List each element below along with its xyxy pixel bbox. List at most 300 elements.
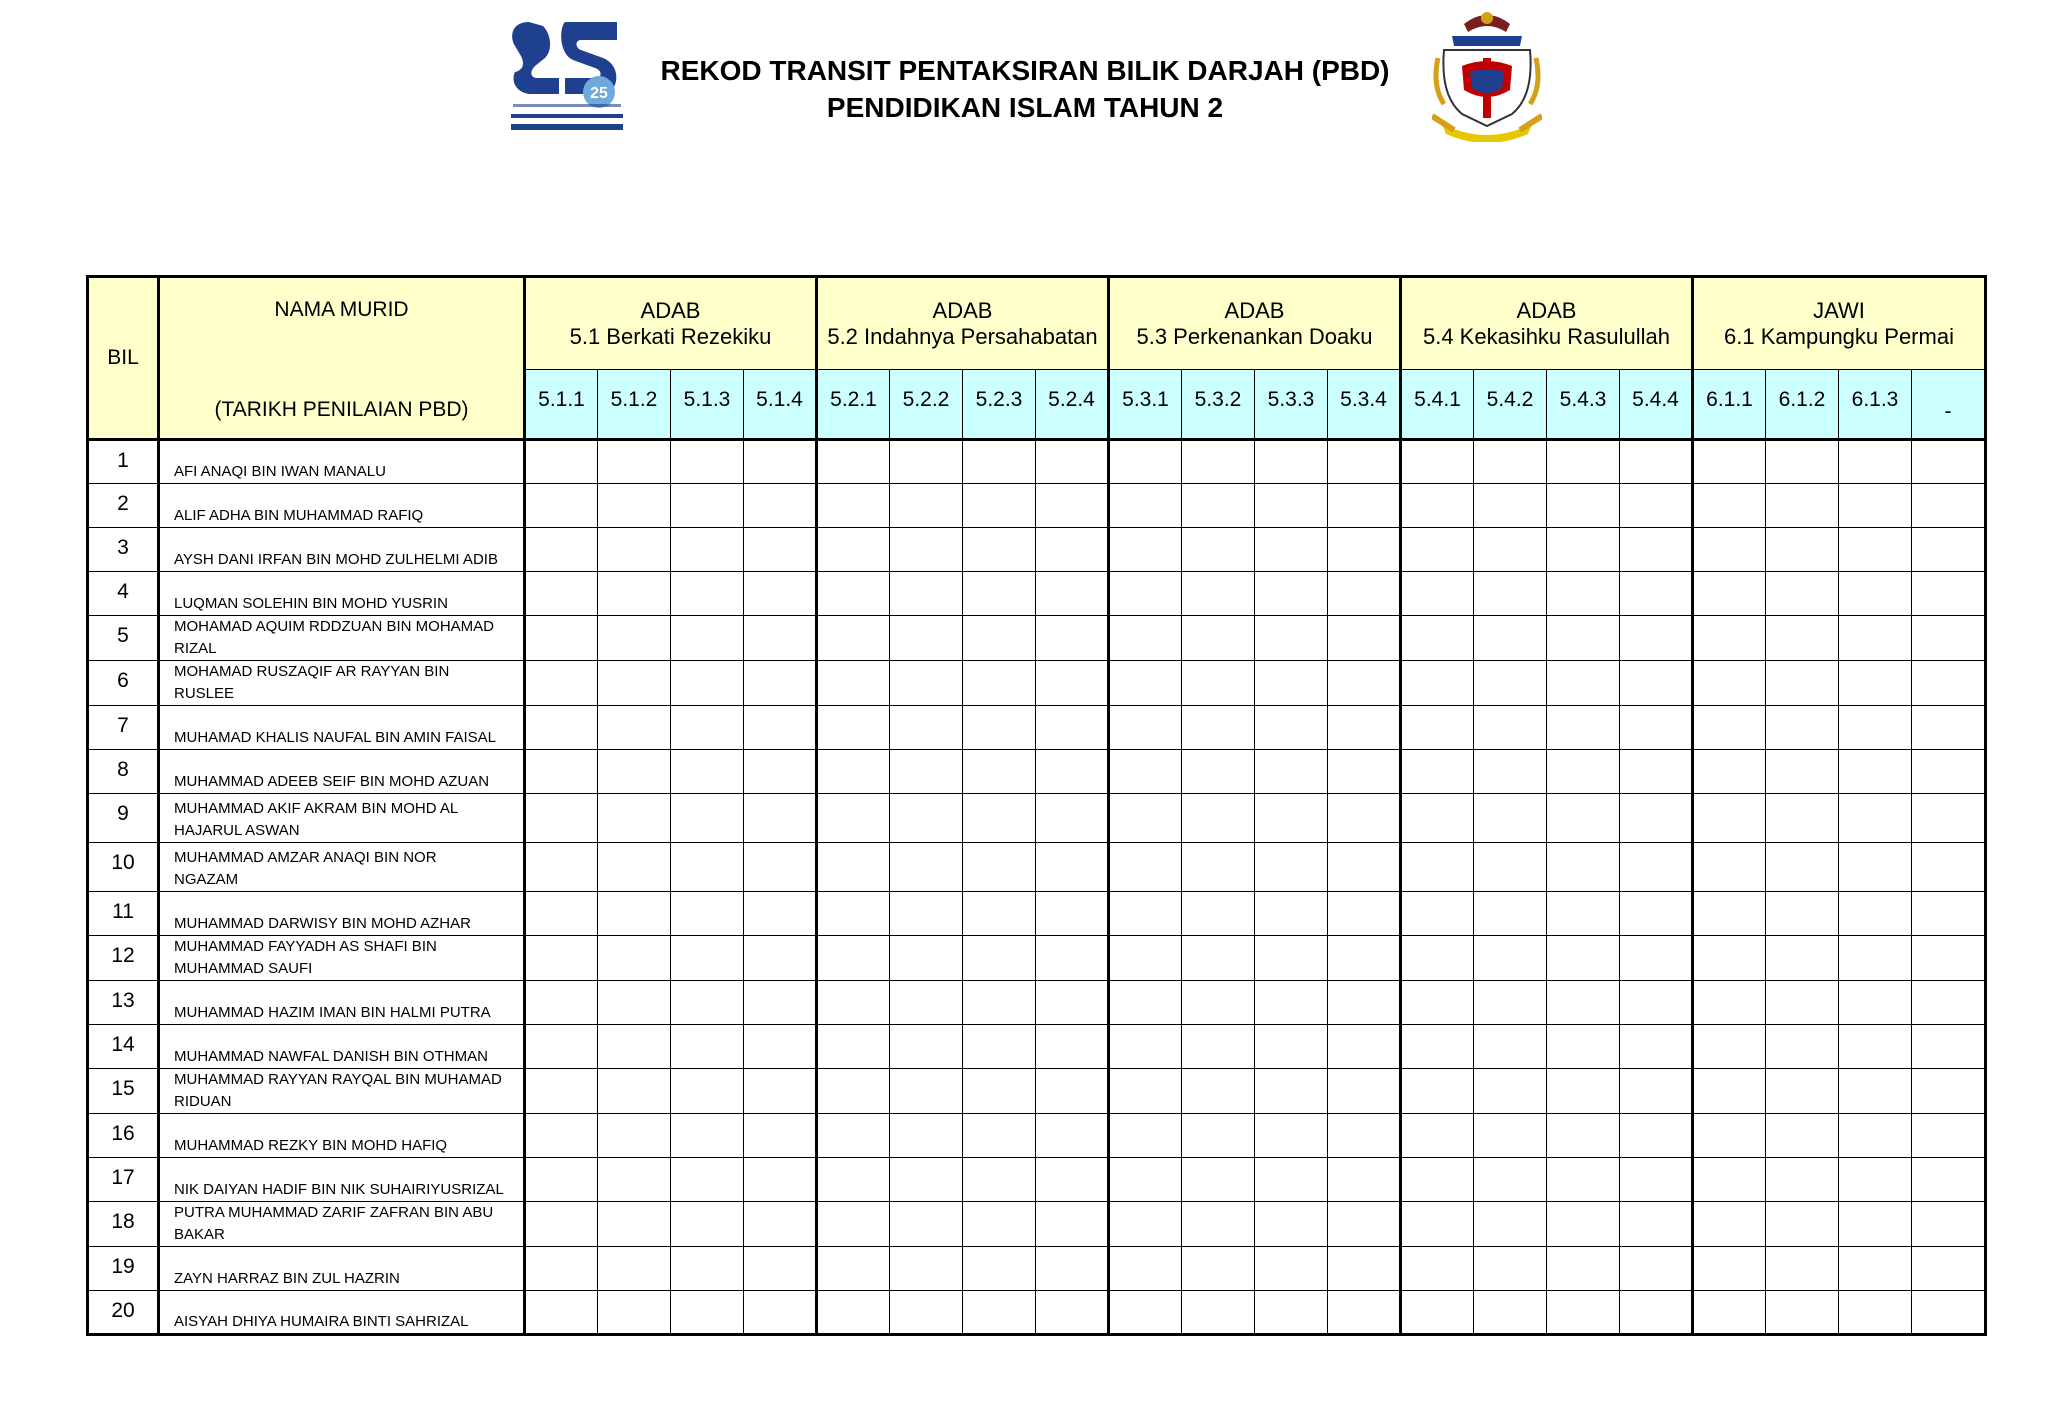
assessment-mark-cell[interactable] xyxy=(1547,981,1620,1025)
assessment-mark-cell[interactable] xyxy=(1328,892,1401,936)
assessment-mark-cell[interactable] xyxy=(1328,661,1401,706)
assessment-mark-cell[interactable] xyxy=(1620,616,1693,661)
assessment-mark-cell[interactable] xyxy=(1036,1158,1109,1202)
assessment-mark-cell[interactable] xyxy=(817,528,890,572)
assessment-mark-cell[interactable] xyxy=(1255,1247,1328,1291)
assessment-mark-cell[interactable] xyxy=(817,1025,890,1069)
assessment-mark-cell[interactable] xyxy=(525,843,598,892)
assessment-mark-cell[interactable] xyxy=(671,661,744,706)
assessment-mark-cell[interactable] xyxy=(671,440,744,484)
assessment-mark-cell[interactable] xyxy=(671,706,744,750)
assessment-mark-cell[interactable] xyxy=(1328,1247,1401,1291)
assessment-mark-cell[interactable] xyxy=(1036,440,1109,484)
assessment-mark-cell[interactable] xyxy=(963,528,1036,572)
assessment-mark-cell[interactable] xyxy=(1547,794,1620,843)
assessment-mark-cell[interactable] xyxy=(1401,1158,1474,1202)
assessment-mark-cell[interactable] xyxy=(1620,1069,1693,1114)
assessment-mark-cell[interactable] xyxy=(1912,794,1986,843)
assessment-mark-cell[interactable] xyxy=(890,936,963,981)
assessment-mark-cell[interactable] xyxy=(1182,794,1255,843)
assessment-mark-cell[interactable] xyxy=(817,440,890,484)
assessment-mark-cell[interactable] xyxy=(525,1025,598,1069)
assessment-mark-cell[interactable] xyxy=(1547,440,1620,484)
assessment-mark-cell[interactable] xyxy=(1474,1069,1547,1114)
assessment-mark-cell[interactable] xyxy=(963,1025,1036,1069)
assessment-mark-cell[interactable] xyxy=(1766,440,1839,484)
assessment-mark-cell[interactable] xyxy=(1255,750,1328,794)
assessment-mark-cell[interactable] xyxy=(817,706,890,750)
assessment-mark-cell[interactable] xyxy=(744,1069,817,1114)
assessment-mark-cell[interactable] xyxy=(817,1202,890,1247)
assessment-mark-cell[interactable] xyxy=(1766,892,1839,936)
assessment-mark-cell[interactable] xyxy=(525,661,598,706)
assessment-mark-cell[interactable] xyxy=(1620,1247,1693,1291)
assessment-mark-cell[interactable] xyxy=(1036,936,1109,981)
assessment-mark-cell[interactable] xyxy=(1474,750,1547,794)
assessment-mark-cell[interactable] xyxy=(1547,1291,1620,1335)
assessment-mark-cell[interactable] xyxy=(890,794,963,843)
assessment-mark-cell[interactable] xyxy=(1255,794,1328,843)
assessment-mark-cell[interactable] xyxy=(1839,794,1912,843)
assessment-mark-cell[interactable] xyxy=(1620,981,1693,1025)
assessment-mark-cell[interactable] xyxy=(525,1158,598,1202)
assessment-mark-cell[interactable] xyxy=(1401,1025,1474,1069)
assessment-mark-cell[interactable] xyxy=(598,981,671,1025)
assessment-mark-cell[interactable] xyxy=(817,794,890,843)
assessment-mark-cell[interactable] xyxy=(1547,572,1620,616)
assessment-mark-cell[interactable] xyxy=(890,1158,963,1202)
assessment-mark-cell[interactable] xyxy=(963,1291,1036,1335)
assessment-mark-cell[interactable] xyxy=(1547,616,1620,661)
assessment-mark-cell[interactable] xyxy=(890,892,963,936)
assessment-mark-cell[interactable] xyxy=(1328,1291,1401,1335)
assessment-mark-cell[interactable] xyxy=(1182,616,1255,661)
assessment-mark-cell[interactable] xyxy=(1474,661,1547,706)
assessment-mark-cell[interactable] xyxy=(817,616,890,661)
assessment-mark-cell[interactable] xyxy=(525,1069,598,1114)
assessment-mark-cell[interactable] xyxy=(1839,750,1912,794)
assessment-mark-cell[interactable] xyxy=(1839,1291,1912,1335)
assessment-mark-cell[interactable] xyxy=(963,706,1036,750)
assessment-mark-cell[interactable] xyxy=(963,616,1036,661)
assessment-mark-cell[interactable] xyxy=(1328,1069,1401,1114)
assessment-mark-cell[interactable] xyxy=(1255,1069,1328,1114)
assessment-mark-cell[interactable] xyxy=(963,1158,1036,1202)
assessment-mark-cell[interactable] xyxy=(1109,1025,1182,1069)
assessment-mark-cell[interactable] xyxy=(890,1114,963,1158)
assessment-mark-cell[interactable] xyxy=(1182,843,1255,892)
assessment-mark-cell[interactable] xyxy=(817,484,890,528)
assessment-mark-cell[interactable] xyxy=(817,572,890,616)
assessment-mark-cell[interactable] xyxy=(525,1114,598,1158)
assessment-mark-cell[interactable] xyxy=(963,1202,1036,1247)
assessment-mark-cell[interactable] xyxy=(598,1158,671,1202)
assessment-mark-cell[interactable] xyxy=(525,484,598,528)
assessment-mark-cell[interactable] xyxy=(1693,528,1766,572)
assessment-mark-cell[interactable] xyxy=(1036,794,1109,843)
assessment-mark-cell[interactable] xyxy=(1839,484,1912,528)
assessment-mark-cell[interactable] xyxy=(1036,1202,1109,1247)
assessment-mark-cell[interactable] xyxy=(1547,528,1620,572)
assessment-mark-cell[interactable] xyxy=(963,661,1036,706)
assessment-mark-cell[interactable] xyxy=(1328,1202,1401,1247)
assessment-mark-cell[interactable] xyxy=(1109,843,1182,892)
assessment-mark-cell[interactable] xyxy=(1766,1247,1839,1291)
assessment-mark-cell[interactable] xyxy=(525,706,598,750)
assessment-mark-cell[interactable] xyxy=(1109,661,1182,706)
assessment-mark-cell[interactable] xyxy=(890,706,963,750)
assessment-mark-cell[interactable] xyxy=(1182,661,1255,706)
assessment-mark-cell[interactable] xyxy=(1693,794,1766,843)
assessment-mark-cell[interactable] xyxy=(744,1114,817,1158)
assessment-mark-cell[interactable] xyxy=(1620,1114,1693,1158)
assessment-mark-cell[interactable] xyxy=(598,1247,671,1291)
assessment-mark-cell[interactable] xyxy=(1766,1069,1839,1114)
assessment-mark-cell[interactable] xyxy=(1912,1025,1986,1069)
assessment-mark-cell[interactable] xyxy=(1401,1291,1474,1335)
assessment-mark-cell[interactable] xyxy=(963,572,1036,616)
assessment-mark-cell[interactable] xyxy=(1766,1114,1839,1158)
assessment-mark-cell[interactable] xyxy=(817,1114,890,1158)
assessment-mark-cell[interactable] xyxy=(1620,706,1693,750)
assessment-mark-cell[interactable] xyxy=(525,750,598,794)
assessment-mark-cell[interactable] xyxy=(890,1202,963,1247)
assessment-mark-cell[interactable] xyxy=(817,1158,890,1202)
assessment-mark-cell[interactable] xyxy=(1255,484,1328,528)
assessment-mark-cell[interactable] xyxy=(1109,706,1182,750)
assessment-mark-cell[interactable] xyxy=(598,936,671,981)
assessment-mark-cell[interactable] xyxy=(1182,440,1255,484)
assessment-mark-cell[interactable] xyxy=(1839,1114,1912,1158)
assessment-mark-cell[interactable] xyxy=(1182,1069,1255,1114)
assessment-mark-cell[interactable] xyxy=(1839,1247,1912,1291)
assessment-mark-cell[interactable] xyxy=(525,981,598,1025)
assessment-mark-cell[interactable] xyxy=(1255,843,1328,892)
assessment-mark-cell[interactable] xyxy=(1255,1158,1328,1202)
assessment-mark-cell[interactable] xyxy=(1401,981,1474,1025)
assessment-mark-cell[interactable] xyxy=(963,440,1036,484)
assessment-mark-cell[interactable] xyxy=(744,794,817,843)
assessment-mark-cell[interactable] xyxy=(598,843,671,892)
assessment-mark-cell[interactable] xyxy=(1255,1025,1328,1069)
assessment-mark-cell[interactable] xyxy=(1766,528,1839,572)
assessment-mark-cell[interactable] xyxy=(1328,1025,1401,1069)
assessment-mark-cell[interactable] xyxy=(1401,572,1474,616)
assessment-mark-cell[interactable] xyxy=(1839,892,1912,936)
assessment-mark-cell[interactable] xyxy=(1547,1247,1620,1291)
assessment-mark-cell[interactable] xyxy=(890,843,963,892)
assessment-mark-cell[interactable] xyxy=(598,706,671,750)
assessment-mark-cell[interactable] xyxy=(1255,936,1328,981)
assessment-mark-cell[interactable] xyxy=(1474,1158,1547,1202)
assessment-mark-cell[interactable] xyxy=(671,892,744,936)
assessment-mark-cell[interactable] xyxy=(1620,1025,1693,1069)
assessment-mark-cell[interactable] xyxy=(963,750,1036,794)
assessment-mark-cell[interactable] xyxy=(1109,1291,1182,1335)
assessment-mark-cell[interactable] xyxy=(1036,1114,1109,1158)
assessment-mark-cell[interactable] xyxy=(1109,794,1182,843)
assessment-mark-cell[interactable] xyxy=(1693,1069,1766,1114)
assessment-mark-cell[interactable] xyxy=(1839,528,1912,572)
assessment-mark-cell[interactable] xyxy=(890,1069,963,1114)
assessment-mark-cell[interactable] xyxy=(1109,1202,1182,1247)
assessment-mark-cell[interactable] xyxy=(1109,750,1182,794)
assessment-mark-cell[interactable] xyxy=(598,440,671,484)
assessment-mark-cell[interactable] xyxy=(671,528,744,572)
assessment-mark-cell[interactable] xyxy=(671,1291,744,1335)
assessment-mark-cell[interactable] xyxy=(598,750,671,794)
assessment-mark-cell[interactable] xyxy=(744,440,817,484)
assessment-mark-cell[interactable] xyxy=(1255,1202,1328,1247)
assessment-mark-cell[interactable] xyxy=(671,1202,744,1247)
assessment-mark-cell[interactable] xyxy=(1693,1114,1766,1158)
assessment-mark-cell[interactable] xyxy=(1182,528,1255,572)
assessment-mark-cell[interactable] xyxy=(1255,1291,1328,1335)
assessment-mark-cell[interactable] xyxy=(1401,1114,1474,1158)
assessment-mark-cell[interactable] xyxy=(1328,1158,1401,1202)
assessment-mark-cell[interactable] xyxy=(598,661,671,706)
assessment-mark-cell[interactable] xyxy=(598,1291,671,1335)
assessment-mark-cell[interactable] xyxy=(1182,1158,1255,1202)
assessment-mark-cell[interactable] xyxy=(1401,843,1474,892)
assessment-mark-cell[interactable] xyxy=(1766,981,1839,1025)
assessment-mark-cell[interactable] xyxy=(1912,440,1986,484)
assessment-mark-cell[interactable] xyxy=(1766,843,1839,892)
assessment-mark-cell[interactable] xyxy=(1693,843,1766,892)
assessment-mark-cell[interactable] xyxy=(598,1025,671,1069)
assessment-mark-cell[interactable] xyxy=(1766,616,1839,661)
assessment-mark-cell[interactable] xyxy=(1182,1202,1255,1247)
assessment-mark-cell[interactable] xyxy=(744,1025,817,1069)
assessment-mark-cell[interactable] xyxy=(525,440,598,484)
assessment-mark-cell[interactable] xyxy=(1182,1247,1255,1291)
assessment-mark-cell[interactable] xyxy=(890,528,963,572)
assessment-mark-cell[interactable] xyxy=(1036,484,1109,528)
assessment-mark-cell[interactable] xyxy=(1912,892,1986,936)
assessment-mark-cell[interactable] xyxy=(1912,1069,1986,1114)
assessment-mark-cell[interactable] xyxy=(744,528,817,572)
assessment-mark-cell[interactable] xyxy=(1547,1114,1620,1158)
assessment-mark-cell[interactable] xyxy=(525,528,598,572)
assessment-mark-cell[interactable] xyxy=(1620,936,1693,981)
assessment-mark-cell[interactable] xyxy=(1182,750,1255,794)
assessment-mark-cell[interactable] xyxy=(1474,1114,1547,1158)
assessment-mark-cell[interactable] xyxy=(1693,1291,1766,1335)
assessment-mark-cell[interactable] xyxy=(598,892,671,936)
assessment-mark-cell[interactable] xyxy=(744,1158,817,1202)
assessment-mark-cell[interactable] xyxy=(598,794,671,843)
assessment-mark-cell[interactable] xyxy=(1766,706,1839,750)
assessment-mark-cell[interactable] xyxy=(890,750,963,794)
assessment-mark-cell[interactable] xyxy=(817,981,890,1025)
assessment-mark-cell[interactable] xyxy=(744,936,817,981)
assessment-mark-cell[interactable] xyxy=(744,616,817,661)
assessment-mark-cell[interactable] xyxy=(1255,616,1328,661)
assessment-mark-cell[interactable] xyxy=(671,794,744,843)
assessment-mark-cell[interactable] xyxy=(671,1114,744,1158)
assessment-mark-cell[interactable] xyxy=(1839,572,1912,616)
assessment-mark-cell[interactable] xyxy=(1255,440,1328,484)
assessment-mark-cell[interactable] xyxy=(1620,440,1693,484)
assessment-mark-cell[interactable] xyxy=(1620,661,1693,706)
assessment-mark-cell[interactable] xyxy=(1912,572,1986,616)
assessment-mark-cell[interactable] xyxy=(1401,528,1474,572)
assessment-mark-cell[interactable] xyxy=(1328,981,1401,1025)
assessment-mark-cell[interactable] xyxy=(1328,528,1401,572)
assessment-mark-cell[interactable] xyxy=(1036,1025,1109,1069)
assessment-mark-cell[interactable] xyxy=(890,484,963,528)
assessment-mark-cell[interactable] xyxy=(1912,706,1986,750)
assessment-mark-cell[interactable] xyxy=(1109,981,1182,1025)
assessment-mark-cell[interactable] xyxy=(1839,706,1912,750)
assessment-mark-cell[interactable] xyxy=(1839,661,1912,706)
assessment-mark-cell[interactable] xyxy=(1474,706,1547,750)
assessment-mark-cell[interactable] xyxy=(1620,794,1693,843)
assessment-mark-cell[interactable] xyxy=(671,1247,744,1291)
assessment-mark-cell[interactable] xyxy=(1620,1291,1693,1335)
assessment-mark-cell[interactable] xyxy=(671,572,744,616)
assessment-mark-cell[interactable] xyxy=(1255,1114,1328,1158)
assessment-mark-cell[interactable] xyxy=(963,843,1036,892)
assessment-mark-cell[interactable] xyxy=(744,981,817,1025)
assessment-mark-cell[interactable] xyxy=(1766,1291,1839,1335)
assessment-mark-cell[interactable] xyxy=(1182,572,1255,616)
assessment-mark-cell[interactable] xyxy=(1036,616,1109,661)
assessment-mark-cell[interactable] xyxy=(1255,661,1328,706)
assessment-mark-cell[interactable] xyxy=(963,892,1036,936)
assessment-mark-cell[interactable] xyxy=(671,616,744,661)
assessment-mark-cell[interactable] xyxy=(1766,1025,1839,1069)
assessment-mark-cell[interactable] xyxy=(598,1114,671,1158)
assessment-mark-cell[interactable] xyxy=(1839,1202,1912,1247)
assessment-mark-cell[interactable] xyxy=(890,981,963,1025)
assessment-mark-cell[interactable] xyxy=(1547,1069,1620,1114)
assessment-mark-cell[interactable] xyxy=(1474,1025,1547,1069)
assessment-mark-cell[interactable] xyxy=(744,750,817,794)
assessment-mark-cell[interactable] xyxy=(1109,1247,1182,1291)
assessment-mark-cell[interactable] xyxy=(1620,750,1693,794)
assessment-mark-cell[interactable] xyxy=(1766,936,1839,981)
assessment-mark-cell[interactable] xyxy=(1839,936,1912,981)
assessment-mark-cell[interactable] xyxy=(1766,794,1839,843)
assessment-mark-cell[interactable] xyxy=(1036,1069,1109,1114)
assessment-mark-cell[interactable] xyxy=(1109,892,1182,936)
assessment-mark-cell[interactable] xyxy=(744,484,817,528)
assessment-mark-cell[interactable] xyxy=(1839,1069,1912,1114)
assessment-mark-cell[interactable] xyxy=(1547,1025,1620,1069)
assessment-mark-cell[interactable] xyxy=(1547,843,1620,892)
assessment-mark-cell[interactable] xyxy=(1328,484,1401,528)
assessment-mark-cell[interactable] xyxy=(1474,572,1547,616)
assessment-mark-cell[interactable] xyxy=(1620,1158,1693,1202)
assessment-mark-cell[interactable] xyxy=(1693,616,1766,661)
assessment-mark-cell[interactable] xyxy=(1474,794,1547,843)
assessment-mark-cell[interactable] xyxy=(1766,572,1839,616)
assessment-mark-cell[interactable] xyxy=(817,1291,890,1335)
assessment-mark-cell[interactable] xyxy=(1839,440,1912,484)
assessment-mark-cell[interactable] xyxy=(1693,750,1766,794)
assessment-mark-cell[interactable] xyxy=(1547,1202,1620,1247)
assessment-mark-cell[interactable] xyxy=(1036,843,1109,892)
assessment-mark-cell[interactable] xyxy=(1912,750,1986,794)
assessment-mark-cell[interactable] xyxy=(1912,528,1986,572)
assessment-mark-cell[interactable] xyxy=(525,936,598,981)
assessment-mark-cell[interactable] xyxy=(1547,892,1620,936)
assessment-mark-cell[interactable] xyxy=(598,1202,671,1247)
assessment-mark-cell[interactable] xyxy=(744,706,817,750)
assessment-mark-cell[interactable] xyxy=(744,1291,817,1335)
assessment-mark-cell[interactable] xyxy=(1474,616,1547,661)
assessment-mark-cell[interactable] xyxy=(1109,572,1182,616)
assessment-mark-cell[interactable] xyxy=(963,981,1036,1025)
assessment-mark-cell[interactable] xyxy=(1255,981,1328,1025)
assessment-mark-cell[interactable] xyxy=(1328,1114,1401,1158)
assessment-mark-cell[interactable] xyxy=(1693,1247,1766,1291)
assessment-mark-cell[interactable] xyxy=(1474,440,1547,484)
assessment-mark-cell[interactable] xyxy=(1401,440,1474,484)
assessment-mark-cell[interactable] xyxy=(1109,1069,1182,1114)
assessment-mark-cell[interactable] xyxy=(525,892,598,936)
assessment-mark-cell[interactable] xyxy=(1693,572,1766,616)
assessment-mark-cell[interactable] xyxy=(1693,892,1766,936)
assessment-mark-cell[interactable] xyxy=(671,484,744,528)
assessment-mark-cell[interactable] xyxy=(744,843,817,892)
assessment-mark-cell[interactable] xyxy=(1401,1247,1474,1291)
assessment-mark-cell[interactable] xyxy=(1693,981,1766,1025)
assessment-mark-cell[interactable] xyxy=(1401,892,1474,936)
assessment-mark-cell[interactable] xyxy=(1693,440,1766,484)
assessment-mark-cell[interactable] xyxy=(1547,706,1620,750)
assessment-mark-cell[interactable] xyxy=(1474,981,1547,1025)
assessment-mark-cell[interactable] xyxy=(1620,484,1693,528)
assessment-mark-cell[interactable] xyxy=(817,843,890,892)
assessment-mark-cell[interactable] xyxy=(1036,572,1109,616)
assessment-mark-cell[interactable] xyxy=(1693,1202,1766,1247)
assessment-mark-cell[interactable] xyxy=(1328,794,1401,843)
assessment-mark-cell[interactable] xyxy=(598,572,671,616)
assessment-mark-cell[interactable] xyxy=(890,661,963,706)
assessment-mark-cell[interactable] xyxy=(1036,750,1109,794)
assessment-mark-cell[interactable] xyxy=(963,1114,1036,1158)
assessment-mark-cell[interactable] xyxy=(1912,1291,1986,1335)
assessment-mark-cell[interactable] xyxy=(1109,440,1182,484)
assessment-mark-cell[interactable] xyxy=(890,572,963,616)
assessment-mark-cell[interactable] xyxy=(1401,1069,1474,1114)
assessment-mark-cell[interactable] xyxy=(1328,572,1401,616)
assessment-mark-cell[interactable] xyxy=(1036,981,1109,1025)
assessment-mark-cell[interactable] xyxy=(1547,750,1620,794)
assessment-mark-cell[interactable] xyxy=(1912,843,1986,892)
assessment-mark-cell[interactable] xyxy=(1620,528,1693,572)
assessment-mark-cell[interactable] xyxy=(890,1025,963,1069)
assessment-mark-cell[interactable] xyxy=(1839,1025,1912,1069)
assessment-mark-cell[interactable] xyxy=(1474,843,1547,892)
assessment-mark-cell[interactable] xyxy=(1620,572,1693,616)
assessment-mark-cell[interactable] xyxy=(1547,936,1620,981)
assessment-mark-cell[interactable] xyxy=(1766,1202,1839,1247)
assessment-mark-cell[interactable] xyxy=(1766,1158,1839,1202)
assessment-mark-cell[interactable] xyxy=(1401,794,1474,843)
assessment-mark-cell[interactable] xyxy=(1328,440,1401,484)
assessment-mark-cell[interactable] xyxy=(1401,484,1474,528)
assessment-mark-cell[interactable] xyxy=(744,661,817,706)
assessment-mark-cell[interactable] xyxy=(1182,1114,1255,1158)
assessment-mark-cell[interactable] xyxy=(1839,843,1912,892)
assessment-mark-cell[interactable] xyxy=(963,794,1036,843)
assessment-mark-cell[interactable] xyxy=(598,528,671,572)
assessment-mark-cell[interactable] xyxy=(744,572,817,616)
assessment-mark-cell[interactable] xyxy=(1036,528,1109,572)
